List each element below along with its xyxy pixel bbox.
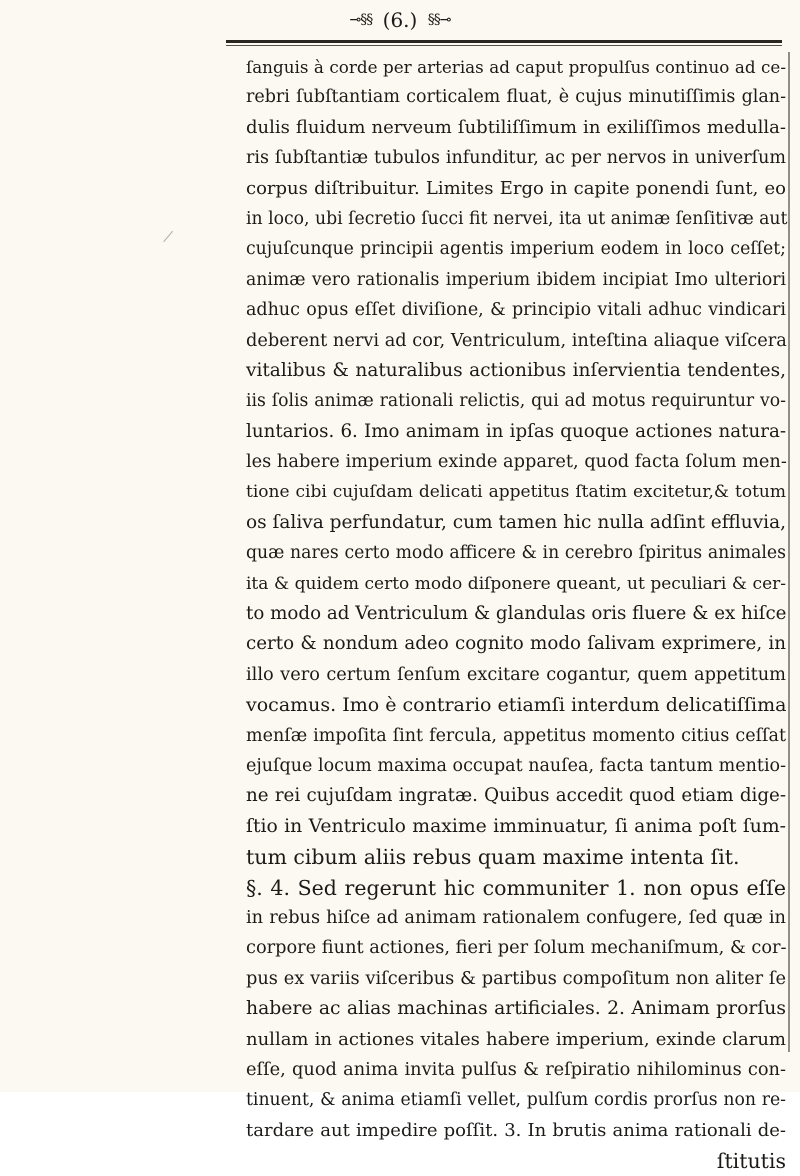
text-line: ejuſque locum maxima occupat nauſea, facta tantum mentio- xyxy=(246,755,786,776)
text-line: tione cibi cujuſdam delicati appetitus ſtatim excitetur,& totum xyxy=(246,482,786,503)
text-line: deberent nervi ad cor, Ventriculum, inteſtina aliaque viſcera xyxy=(246,330,787,351)
text-line: menſæ impoſita ſint fercula, appetitus momento citius ceſſat xyxy=(246,725,786,746)
text-line: corpore fiunt actiones, fieri per ſolum mechaniſmum, & cor- xyxy=(246,938,787,959)
header-ornament-left: ⊸§§ xyxy=(349,11,373,28)
text-line: illo vero certum ſenſum excitare cogantur, quem appetitum xyxy=(246,664,786,685)
text-line: os ſaliva perfundatur, cum tamen hic nulla adſint effluvia, xyxy=(246,511,786,533)
header-rule-thin xyxy=(226,45,782,46)
text-line: rebri ſubſtantiam corticalem fluat, è cujus minutiſſimis glan- xyxy=(246,87,786,108)
text-line: ne rei cujuſdam ingratæ. Quibus accedit quod etiam dige- xyxy=(246,785,786,807)
text-line: cujuſcunque principii agentis imperium eodem in loco ceſſet; xyxy=(246,239,786,260)
text-line: tum cibum aliis rebus quam maxime intenta ſit. xyxy=(246,845,740,870)
catchword: ſtitutis xyxy=(716,1149,786,1174)
text-line: pus ex variis viſceribus & partibus compoſitum non aliter ſe xyxy=(246,968,786,989)
text-line: quæ nares certo modo afficere & in cerebro ſpiritus animales xyxy=(246,543,786,564)
text-line: ſtio in Ventriculo maxime imminuatur, ſi anima poſt ſum- xyxy=(246,815,786,837)
text-line: adhuc opus eſſet diviſione, & principio vitali adhuc vindicari xyxy=(246,300,786,321)
text-line: eſſe, quod anima invita pulſus & reſpiratio nihilominus con- xyxy=(246,1059,786,1080)
text-line: iis ſolis animæ rationali relictis, qui ad motus requiruntur vo- xyxy=(246,391,786,412)
text-line: tinuent, & anima etiamſi vellet, pulſum cordis prorſus non re- xyxy=(246,1090,786,1111)
text-line: vocamus. Imo è contrario etiamſi interdum delicatiſſima xyxy=(246,694,787,717)
page-edge xyxy=(788,52,790,1052)
text-line: ris ſubſtantiæ tubulos infunditur, ac per nervos in univerſum xyxy=(246,148,786,169)
text-line: dulis fluidum nerveum ſubtiliſſimum in exiliſſimos medulla- xyxy=(246,116,786,138)
header-ornament-right: §§⊸ xyxy=(427,11,451,28)
text-line: luntarios. 6. Imo animam in ipſas quoque actiones natura- xyxy=(246,420,786,442)
page-number: (6.) xyxy=(382,7,418,32)
text-line: ita & quidem certo modo diſponere queant, ut peculiari & cer- xyxy=(246,573,786,594)
text-line: nullam in actiones vitales habere imperium, exinde clarum xyxy=(246,1028,786,1050)
text-line: certo & nondum adeo cognito modo ſalivam exprimere, in xyxy=(246,633,786,655)
text-line: corpus diſtribuitur. Limites Ergo in capite ponendi ſunt, eo xyxy=(246,177,786,199)
margin-mark xyxy=(163,231,183,251)
text-line: in loco, ubi ſecretio ſucci fit nervei, ita ut animæ ſenſitivæ aut xyxy=(246,208,788,229)
text-line: §. 4. Sed regerunt hic communiter 1. non opus eſſe xyxy=(246,875,786,900)
text-line: tardare aut impedire poſſit. 3. In brutis anima rationali de- xyxy=(246,1119,786,1141)
page-header xyxy=(0,6,800,32)
text-line: les habere imperium exinde apparet, quod facta ſolum men- xyxy=(246,452,787,473)
text-line: animæ vero rationalis imperium ibidem incipiat Imo ulteriori xyxy=(246,269,786,290)
text-line: vitalibus & naturalibus actionibus inſervientia tendentes, xyxy=(246,359,786,381)
text-line: in rebus hiſce ad animam rationalem confugere, ſed quæ in xyxy=(246,907,786,928)
text-line: to modo ad Ventriculum & glandulas oris fluere & ex hiſce xyxy=(246,603,787,625)
text-line: habere ac alias machinas artificiales. 2. Animam prorſus xyxy=(246,998,786,1020)
body-text xyxy=(246,52,786,1176)
text-line: ſanguis à corde per arterias ad caput propulſus continuo ad ce- xyxy=(246,57,786,77)
page-number-value: 6. xyxy=(390,7,410,32)
header-rule xyxy=(226,40,782,43)
